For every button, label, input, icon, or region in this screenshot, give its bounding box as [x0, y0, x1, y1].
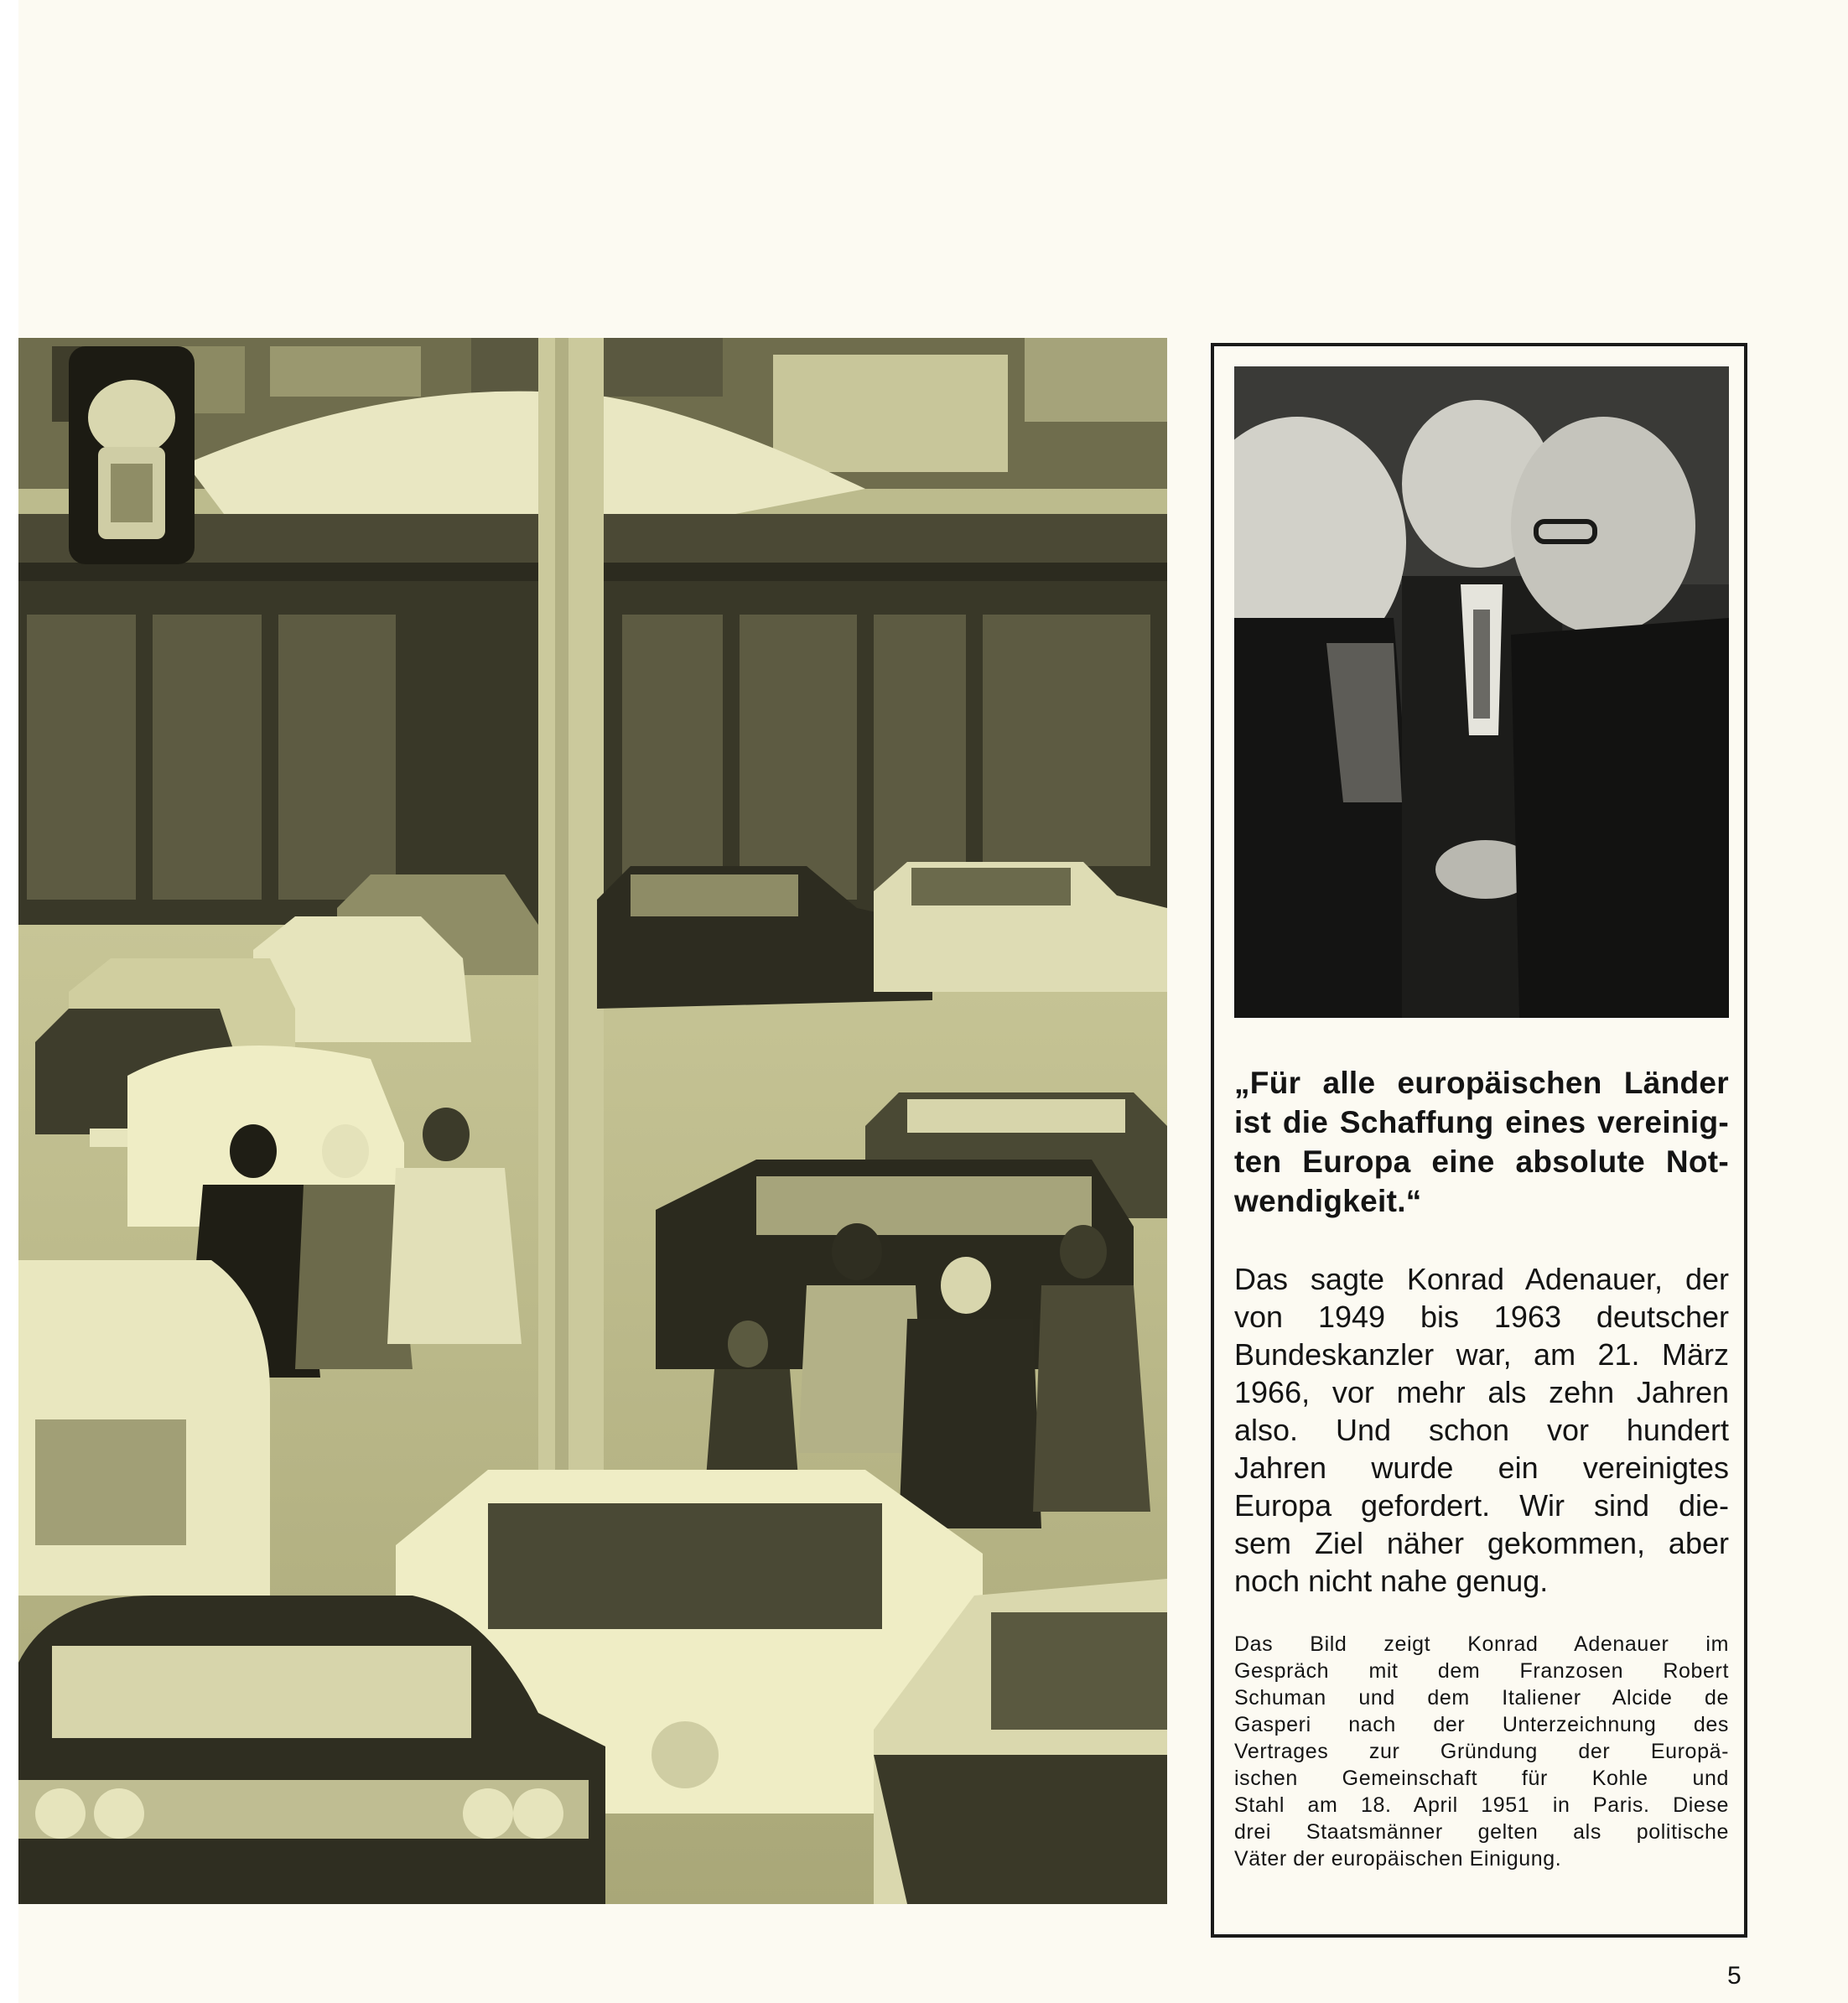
body-line: Jahren wurde ein vereinigtes [1234, 1450, 1729, 1485]
border-crossing-photo-image [18, 338, 1167, 1904]
caption-line: Väter der europäischen Einigung. [1234, 1847, 1562, 1871]
body-paragraph [1234, 1260, 1729, 1600]
caption-line: ischen Gemeinschaft für Kohle und [1234, 1767, 1729, 1790]
border-crossing-photo [18, 338, 1167, 1904]
body-line: Das sagte Konrad Adenauer, der [1234, 1262, 1729, 1296]
caption-line: Stahl am 18. April 1951 in Paris. Diese [1234, 1793, 1729, 1817]
caption-line: Gasperi nach der Unterzeichnung des [1234, 1713, 1729, 1736]
caption-line: Vertrages zur Gründung der Europä- [1234, 1740, 1729, 1763]
statesmen-portrait-image [1234, 366, 1729, 1018]
body-line: von 1949 bis 1963 deutscher [1234, 1300, 1729, 1334]
adenauer-quote [1234, 1063, 1729, 1221]
body-line: Europa gefordert. Wir sind die- [1234, 1488, 1729, 1523]
body-line: noch nicht nahe genug. [1234, 1564, 1549, 1598]
quote-line: „Für alle europäischen Länder [1234, 1066, 1729, 1100]
statesmen-portrait-photo [1234, 366, 1729, 1018]
info-box [1211, 343, 1747, 1938]
photo-caption [1234, 1631, 1729, 1872]
quote-line: ist die Schaffung eines vereinig- [1234, 1105, 1729, 1139]
quote-line: wendigkeit.“ [1234, 1184, 1422, 1218]
caption-line: drei Staatsmänner gelten als politische [1234, 1820, 1729, 1844]
caption-line: Gespräch mit dem Franzosen Robert [1234, 1659, 1729, 1683]
body-line: Bundeskanzler war, am 21. März [1234, 1337, 1729, 1372]
page-margin [0, 0, 18, 2003]
quote-line: ten Europa eine absolute Not- [1234, 1144, 1729, 1179]
caption-line: Das Bild zeigt Konrad Adenauer im [1234, 1632, 1729, 1656]
caption-line: Schuman und dem Italiener Alcide de [1234, 1686, 1729, 1710]
body-line: 1966, vor mehr als zehn Jahren [1234, 1375, 1729, 1409]
body-line: also. Und schon vor hundert [1234, 1413, 1729, 1447]
body-line: sem Ziel näher gekommen, aber [1234, 1526, 1729, 1560]
page-number: 5 [1727, 1962, 1742, 1990]
